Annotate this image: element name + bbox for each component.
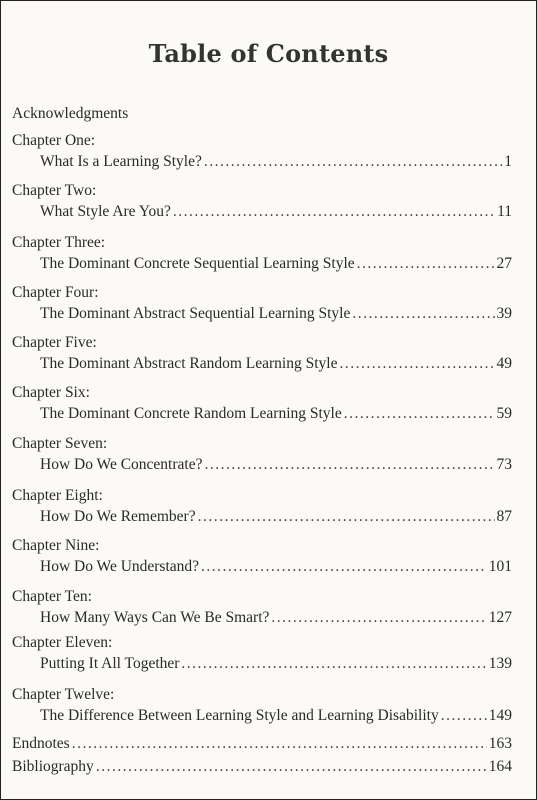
toc-entry	[12, 705, 512, 727]
chapter-title: How Do We Understand?	[40, 558, 200, 575]
page-number: 49	[496, 355, 512, 372]
chapter-title: What Style Are You?	[40, 203, 171, 220]
dot-leader	[173, 201, 495, 223]
page-title: Table of Contents	[148, 39, 389, 68]
toc-entry	[12, 201, 512, 223]
chapter-title: How Do We Remember?	[40, 508, 196, 525]
dot-leader	[344, 403, 495, 425]
chapter-title: The Dominant Abstract Sequential Learning Style	[40, 305, 351, 322]
chapter-title: The Dominant Concrete Random Learning Style	[40, 405, 342, 422]
dot-leader	[181, 653, 486, 675]
page-number: 73	[496, 456, 512, 473]
toc-entry	[12, 303, 512, 325]
dot-leader	[441, 705, 487, 727]
dot-leader	[271, 607, 486, 629]
toc-bibliography	[12, 756, 512, 778]
acknowledgments-entry: Acknowledgments	[12, 105, 129, 122]
chapter-label: Chapter Three:	[12, 234, 106, 251]
toc-chapter-1	[12, 131, 512, 173]
toc-chapter-11	[12, 633, 512, 675]
toc-chapter-9	[12, 536, 512, 578]
page-number: 127	[488, 609, 512, 626]
toc-entry	[12, 253, 512, 275]
page-number: 101	[488, 558, 512, 575]
dot-leader	[352, 303, 494, 325]
chapter-label: Chapter Ten:	[12, 588, 92, 605]
toc-chapter-8	[12, 486, 512, 528]
chapter-title: The Dominant Abstract Random Learning Style	[40, 355, 338, 372]
dot-leader	[204, 151, 502, 173]
chapter-label: Chapter Nine:	[12, 537, 100, 554]
chapter-title: The Dominant Concrete Sequential Learning Style	[40, 255, 355, 272]
dot-leader	[96, 756, 487, 778]
page-number: 1	[504, 153, 512, 170]
chapter-title: Putting It All Together	[40, 655, 180, 672]
page-number: 87	[496, 508, 512, 525]
page-number: 164	[488, 758, 512, 775]
toc-chapter-6	[12, 383, 512, 425]
toc-endnotes	[12, 733, 512, 755]
chapter-label: Chapter Twelve:	[12, 686, 115, 703]
toc-chapter-3	[12, 233, 512, 275]
chapter-label: Chapter One:	[12, 132, 96, 149]
toc-entry	[12, 607, 512, 629]
chapter-label: Chapter Six:	[12, 384, 90, 401]
bibliography-title: Bibliography	[12, 758, 94, 775]
page-number: 59	[496, 405, 512, 422]
toc-entry	[12, 454, 512, 476]
toc-entry	[12, 733, 512, 755]
endnotes-title: Endnotes	[12, 735, 70, 752]
page-number: 149	[488, 707, 512, 724]
dot-leader	[204, 454, 494, 476]
toc-entry	[12, 653, 512, 675]
chapter-label: Chapter Two:	[12, 182, 97, 199]
toc-entry	[12, 756, 512, 778]
toc-chapter-4	[12, 283, 512, 325]
page-number: 163	[488, 735, 512, 752]
toc-chapter-2	[12, 181, 512, 223]
chapter-label: Chapter Seven:	[12, 435, 108, 452]
dot-leader	[72, 733, 487, 755]
chapter-label: Chapter Five:	[12, 334, 97, 351]
toc-chapter-5	[12, 333, 512, 375]
chapter-label: Chapter Eleven:	[12, 634, 113, 651]
chapter-title: How Do We Concentrate?	[40, 456, 203, 473]
dot-leader	[201, 556, 487, 578]
page-number: 39	[496, 305, 512, 322]
page-number: 27	[496, 255, 512, 272]
toc-entry	[12, 403, 512, 425]
chapter-label: Chapter Eight:	[12, 487, 103, 504]
toc-entry	[12, 556, 512, 578]
chapter-label: Chapter Four:	[12, 284, 99, 301]
dot-leader	[357, 253, 495, 275]
chapter-title: The Difference Between Learning Style and Learning Disability	[40, 707, 439, 724]
page-number: 139	[488, 655, 512, 672]
dot-leader	[339, 353, 494, 375]
toc-chapter-12	[12, 685, 512, 727]
dot-leader	[198, 506, 495, 528]
toc-chapter-10	[12, 587, 512, 629]
toc-chapter-7	[12, 434, 512, 476]
toc-entry	[12, 353, 512, 375]
chapter-title: How Many Ways Can We Be Smart?	[40, 609, 270, 626]
chapter-title: What Is a Learning Style?	[40, 153, 202, 170]
toc-entry	[12, 506, 512, 528]
page-number: 11	[497, 203, 512, 220]
toc-entry	[12, 151, 512, 173]
